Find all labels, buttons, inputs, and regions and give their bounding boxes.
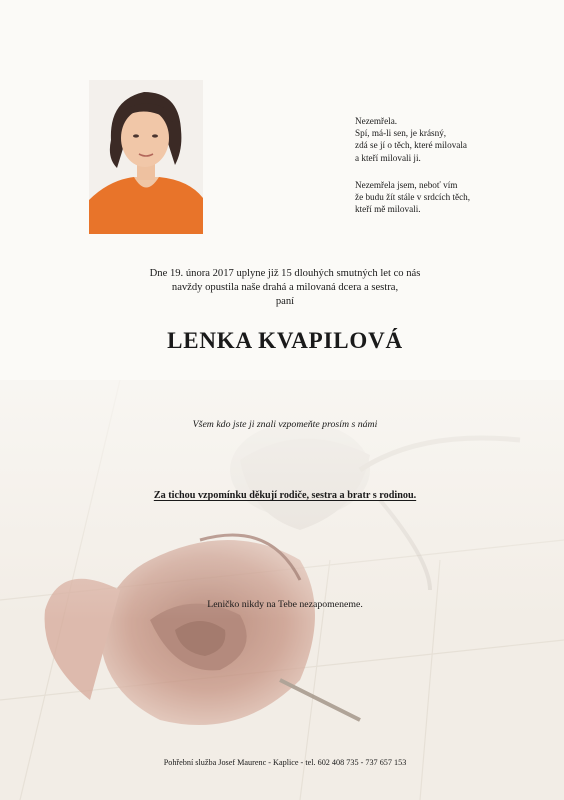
invitation-text: Všem kdo jste ji znali vzpomeňte prosím s námi bbox=[192, 419, 378, 430]
deceased-name: LENKA KVAPILOVÁ bbox=[167, 328, 403, 353]
thanks-text: Za tichou vzpomínku děkují rodiče, sestra a bratr s rodinou. bbox=[153, 490, 417, 501]
poem-line: Nezemřela. bbox=[355, 116, 398, 126]
poem-line: a kteří milovali ji. bbox=[355, 152, 421, 163]
announcement-text bbox=[100, 267, 470, 308]
portrait-photo bbox=[89, 80, 203, 234]
poem-line: Nezemřela jsem, neboť vím bbox=[355, 180, 458, 190]
poem-line: zdá se jí o těch, které milovala bbox=[355, 140, 467, 151]
poem-line: že budu žít stále v srdcích těch, bbox=[355, 192, 471, 203]
announcement-line: Dne 19. února 2017 uplyne již 15 dlouhých smutných let co nás bbox=[149, 268, 421, 279]
funeral-service-footer: Pohřební služba Josef Maurenc - Kaplice - tel. 602 408 735 - 737 657 153 bbox=[163, 758, 407, 767]
announcement-line: paní bbox=[275, 295, 295, 307]
poem-stanza-2 bbox=[355, 179, 470, 216]
announcement-line: navždy opustila naše drahá a milovaná dcera a sestra, bbox=[171, 281, 399, 293]
closing-text: Leničko nikdy na Tebe nezapomeneme. bbox=[207, 599, 363, 610]
portrait-image bbox=[89, 80, 203, 234]
poem-line: Spí, má-li sen, je krásný, bbox=[355, 128, 447, 139]
poem-stanza-1 bbox=[355, 115, 467, 164]
poem-line: kteří mě milovali. bbox=[355, 204, 421, 215]
